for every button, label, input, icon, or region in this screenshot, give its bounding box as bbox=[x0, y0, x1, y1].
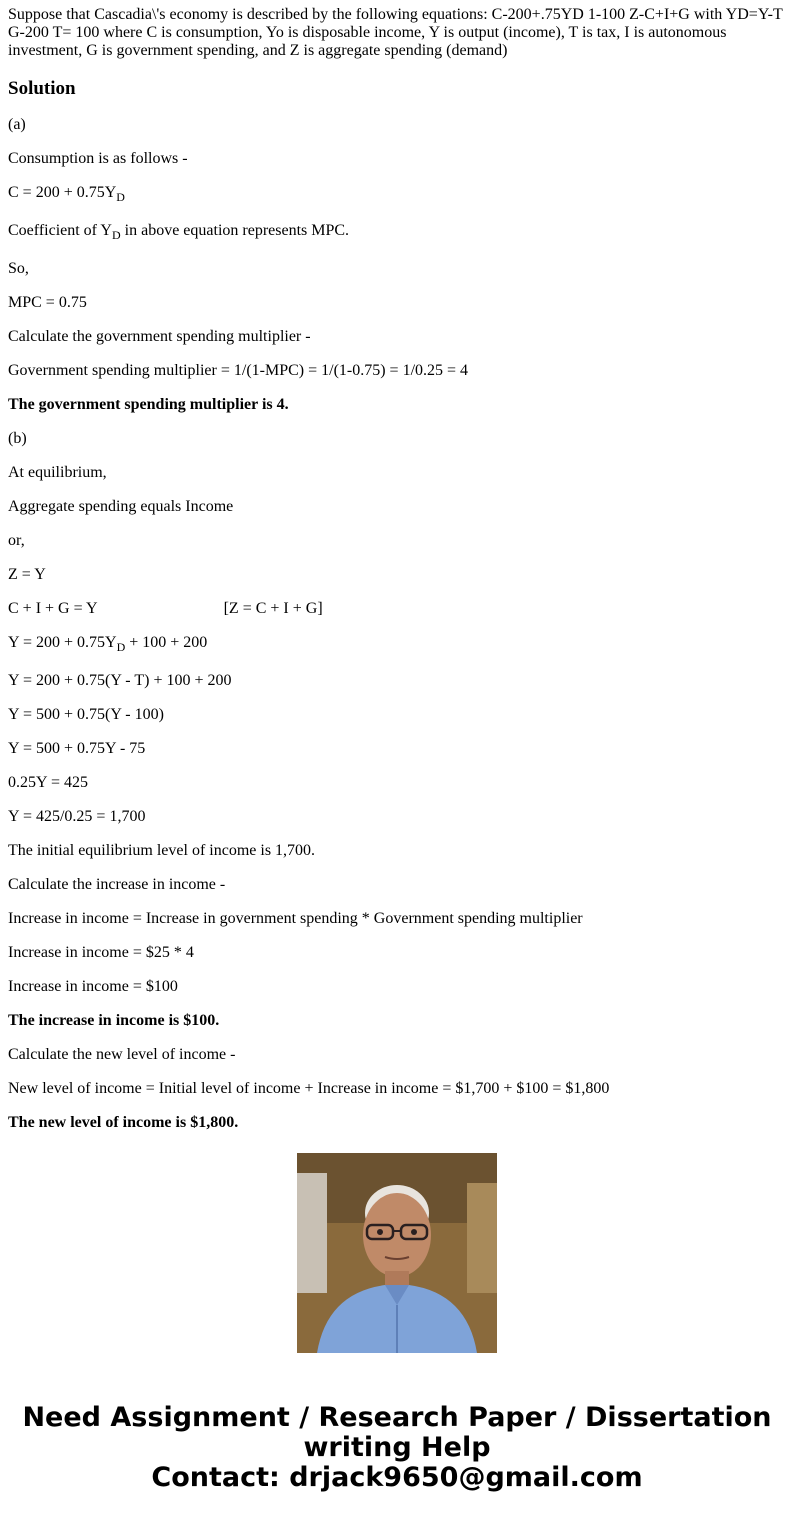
initial-income-text: The initial equilibrium level of income is 1,700. bbox=[8, 842, 316, 859]
part-b-label: (b) bbox=[8, 430, 27, 447]
cig-equation-left: C + I + G = Y bbox=[8, 600, 98, 617]
income-equation-4: Y = 500 + 0.75Y - 75 bbox=[8, 740, 146, 757]
solution-document bbox=[8, 0, 786, 1131]
promo-line-2: writing Help bbox=[303, 1432, 491, 1463]
author-portrait bbox=[297, 1153, 497, 1353]
aggregate-equals-text: Aggregate spending equals Income bbox=[8, 498, 234, 515]
income-equation-3: Y = 500 + 0.75(Y - 100) bbox=[8, 706, 164, 723]
part-a-label: (a) bbox=[8, 116, 26, 133]
coefficient-statement bbox=[8, 222, 786, 260]
promo-contact[interactable]: Contact: drjack9650@gmail.com bbox=[151, 1462, 643, 1493]
multiplier-result: The government spending multiplier is 4. bbox=[8, 396, 289, 413]
income-equation-6: Y = 425/0.25 = 1,700 bbox=[8, 808, 146, 825]
mpc-value: MPC = 0.75 bbox=[8, 294, 87, 311]
new-income-result-cut: The new level of income is $1,800. bbox=[8, 1114, 239, 1131]
increase-formula: Increase in income = Increase in government spending * Government spending multiplier bbox=[8, 910, 583, 927]
consumption-equation-subscript: D bbox=[116, 190, 125, 204]
coefficient-pre: Coefficient of Y bbox=[8, 222, 112, 239]
calc-multiplier-text: Calculate the government spending multiplier - bbox=[8, 328, 311, 345]
calc-increase-text: Calculate the increase in income - bbox=[8, 876, 226, 893]
consumption-intro: Consumption is as follows - bbox=[8, 150, 188, 167]
calc-new-text: Calculate the new level of income - bbox=[8, 1046, 236, 1063]
promo-banner bbox=[0, 1403, 794, 1493]
income-equation-1-subscript: D bbox=[116, 640, 126, 654]
solution-heading: Solution bbox=[8, 78, 76, 99]
cig-equation-note: [Z = C + I + G] bbox=[223, 600, 323, 617]
income-equation-1-pre: Y = 200 + 0.75Y bbox=[8, 634, 117, 651]
increase-result: The increase in income is $100. bbox=[8, 1012, 220, 1029]
author-avatar bbox=[297, 1153, 497, 1353]
z-equals-y: Z = Y bbox=[8, 566, 46, 583]
so-text: So, bbox=[8, 260, 29, 277]
increase-value: Increase in income = $100 bbox=[8, 978, 178, 995]
increase-calculation: Increase in income = $25 * 4 bbox=[8, 944, 194, 961]
question-text: Suppose that Cascadia\'s economy is described by the following equations: C-200+.75YD 1-100 Z-C+I+G with YD=Y-T G-200 T= 100 where C is consumption, Yo is disposable income, Y is output (income), T is tax, I is autonomous investment, G is government spending, and Z is aggregate spending (demand) bbox=[8, 6, 783, 59]
coefficient-subscript: D bbox=[111, 228, 121, 242]
consumption-equation bbox=[8, 184, 786, 222]
promo-line-1: Need Assignment / Research Paper / Dissertation bbox=[22, 1402, 772, 1433]
income-equation-1 bbox=[8, 634, 786, 672]
income-equation-2: Y = 200 + 0.75(Y - T) + 100 + 200 bbox=[8, 672, 232, 689]
multiplier-equation: Government spending multiplier = 1/(1-MPC) = 1/(1-0.75) = 1/0.25 = 4 bbox=[8, 362, 469, 379]
coefficient-post: in above equation represents MPC. bbox=[120, 222, 350, 239]
new-income-equation: New level of income = Initial level of income + Increase in income = $1,700 + $100 = $1,800 bbox=[8, 1080, 610, 1097]
or-text: or, bbox=[8, 532, 25, 549]
consumption-equation-main: C = 200 + 0.75Y bbox=[8, 184, 117, 201]
income-equation-5: 0.25Y = 425 bbox=[8, 774, 88, 791]
income-equation-1-post: + 100 + 200 bbox=[125, 634, 208, 651]
at-equilibrium-text: At equilibrium, bbox=[8, 464, 107, 481]
cig-equation bbox=[8, 600, 786, 634]
